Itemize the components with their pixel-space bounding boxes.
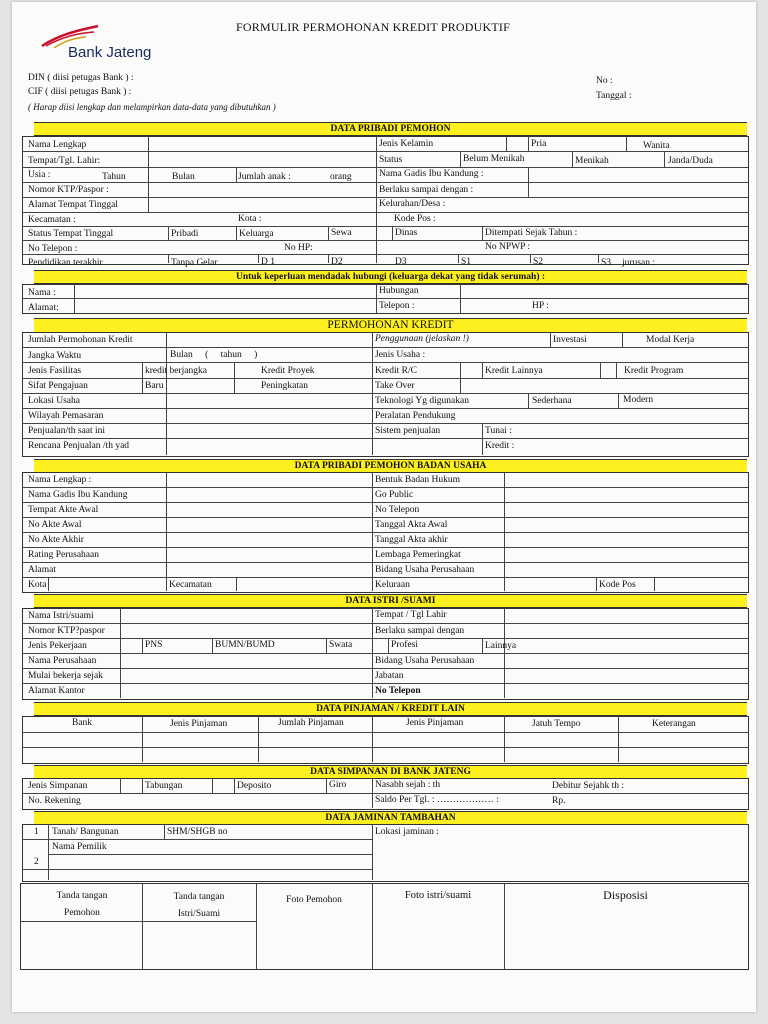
ditempati-sejak-label: Ditempati Sejak Tahun : (485, 228, 578, 238)
section-data-pribadi: DATA PRIBADI PEMOHON (34, 122, 747, 136)
kelurahan-label: Kelurahan/Desa : (379, 199, 446, 209)
pinjaman-col-jatuh-tempo: Jatuh Tempo (532, 719, 581, 729)
giro-option[interactable]: Giro (329, 780, 347, 790)
nomor-ktp-label: Nomor KTP/Paspor : (28, 185, 109, 195)
kredit-label: Kredit : (485, 441, 515, 451)
pns-option[interactable]: PNS (145, 640, 163, 650)
form-sheet (12, 2, 756, 1012)
istri-bidang-usaha-label: Bidang Usaha Perusahaan (375, 656, 475, 666)
jenis-simpanan-label: Jenis Simpanan (28, 781, 88, 791)
badan-nama-gadis-label: Nama Gadis Ibu Kandung (28, 490, 128, 500)
istri-alamat-kantor-label: Alamat Kantor (28, 686, 85, 696)
no-label: No : (596, 76, 613, 86)
nama-pemilik-label: Nama Pemilik (52, 842, 107, 852)
pribadi-option[interactable]: Pribadi (171, 229, 199, 239)
nama-gadis-ibu-label: Nama Gadis Ibu Kandung : (379, 169, 484, 179)
pinjaman-col-keterangan: Keterangan (652, 719, 696, 729)
istri-no-telepon-label: No Telepon (375, 686, 421, 696)
kredit-program-option[interactable]: Kredit Program (624, 366, 684, 376)
penjualan-label: Penjualan/th saat ini (28, 426, 106, 436)
status-label: Status (379, 155, 403, 165)
tanggal-akta-akhir-label: Tanggal Akta akhir (375, 535, 448, 545)
jumlah-permohonan-label: Jumlah Permohonan Kredit (28, 335, 133, 345)
section-simpanan: DATA SIMPANAN DI BANK JATENG (34, 765, 747, 779)
no-hp-label: No HP: (284, 243, 313, 253)
kode-pos-label: Kode Pos : (394, 214, 436, 224)
janda-duda-option[interactable]: Janda/Duda (668, 156, 713, 166)
tt-pemohon-line1: Tanda tangan (56, 891, 108, 901)
badan-kode-pos-label: Kode Pos (599, 580, 636, 590)
jenis-usaha-label: Jenis Usaha : (375, 350, 426, 360)
section-jaminan: DATA JAMINAN TAMBAHAN (34, 811, 747, 825)
pria-option[interactable]: Pria (531, 139, 547, 149)
orang-label: orang (330, 172, 352, 182)
tanah-bangunan-label: Tanah/ Bangunan (52, 827, 119, 837)
bulan-tahun-label: Bulan ( tahun ) (170, 350, 258, 360)
pendidikan-label: Pendidikan terakhir (28, 258, 103, 268)
section-istri-suami: DATA ISTRI /SUAMI (34, 594, 747, 608)
pinjaman-col-jumlah: Jumlah Pinjaman (278, 718, 344, 728)
modern-option[interactable]: Modern (623, 395, 654, 405)
kredit-rc-option[interactable]: Kredit R/C (375, 366, 417, 376)
foto-pemohon-label: Foto Pemohon (286, 895, 342, 905)
usia-label: Usia : (28, 170, 51, 180)
jenis-fasilitas-label: Jenis Fasilitas (28, 366, 82, 376)
tt-istri-line2: Istri/Suami (177, 909, 221, 919)
go-public-label: Go Public (375, 490, 414, 500)
darurat-telepon-label: Telepon : (379, 301, 415, 311)
modal-kerja-option[interactable]: Modal Kerja (646, 335, 695, 345)
form-title: FORMULIR PERMOHONAN KREDIT PRODUKTIF (236, 20, 511, 34)
rating-label: Rating Perusahaan (28, 550, 99, 560)
peningkatan-option[interactable]: Peningkatan (261, 381, 308, 391)
lembaga-label: Lembaga Pemeringkat (375, 550, 461, 560)
tt-istri-line1: Tanda tangan (173, 892, 225, 902)
dinas-option[interactable]: Dinas (395, 228, 418, 238)
peralatan-label: Peralatan Pendukung (375, 411, 456, 421)
tanggal-label: Tanggal : (596, 91, 632, 101)
jenis-kelamin-label: Jenis Kelamin (379, 139, 434, 149)
fill-instruction: ( Harap diisi lengkap dan melampirkan data-data yang dibutuhkan ) (28, 102, 276, 112)
bentuk-badan-label: Bentuk Badan Hukum (375, 475, 460, 485)
pinjaman-col-jenis-2: Jenis Pinjaman (406, 718, 464, 728)
no-akte-awal-label: No Akte Awal (28, 520, 82, 530)
jumlah-anak-label: Jumlah anak : (238, 172, 291, 182)
istri-tempat-lahir-label: Tempat / Tgl Lahir (375, 610, 447, 620)
tabungan-option[interactable]: Tabungan (145, 781, 183, 791)
jaminan-no-2: 2 (34, 857, 39, 867)
s3-option[interactable]: S3 (601, 258, 612, 268)
berlaku-sampai-label: Berlaku sampai dengan : (379, 185, 474, 195)
bumn-option[interactable]: BUMN/BUMD (215, 640, 275, 650)
istri-nama-label: Nama Istri/suami (28, 611, 94, 621)
rencana-penjualan-label: Rencana Penjualan /th yad (28, 441, 130, 451)
nama-lengkap-label: Nama Lengkap (28, 140, 87, 150)
s1-option[interactable]: S1 (461, 257, 472, 267)
jurusan-label: jurusan : (622, 258, 655, 268)
darurat-hubungan-label: Hubungan (379, 286, 419, 296)
pinjaman-col-jenis: Jenis Pinjaman (170, 719, 228, 729)
saldo-label: Saldo Per Tgl. : ……………… : (375, 795, 499, 805)
badan-kota-label: Kota (28, 580, 47, 590)
din-label: DIN ( diisi petugas Bank ) : (28, 73, 134, 83)
lokasi-jaminan-label: Lokasi jaminan : (375, 827, 439, 837)
investasi-option[interactable]: Investasi (553, 335, 587, 345)
section-kontak-darurat: Untuk keperluan mendadak hubungi (keluarga dekat yang tidak serumah) : (34, 270, 747, 284)
badan-no-telepon-label: No Telepon (375, 505, 420, 515)
tanpa-gelar-option[interactable]: Tanpa Gelar (171, 258, 218, 268)
istri-ktp-label: Nomor KTP?paspor (28, 626, 105, 636)
wilayah-pemasaran-label: Wilayah Pemasaran (28, 411, 104, 421)
section-permohonan-kredit: PERMOHONAN KREDIT (34, 318, 747, 333)
section-pinjaman: DATA PINJAMAN / KREDIT LAIN (34, 702, 747, 716)
usia-tahun-label: Tahun (102, 172, 126, 182)
rp-label: Rp. (552, 796, 566, 806)
badan-keluraan-label: Keluraan (375, 580, 410, 590)
istri-perusahaan-label: Nama Perusahaan (28, 656, 97, 666)
foto-istri-label: Foto istri/suami (404, 890, 472, 901)
tt-pemohon-line2: Pemohon (64, 908, 100, 918)
istri-jabatan-label: Jabatan (375, 671, 404, 681)
wanita-option[interactable]: Wanita (643, 141, 670, 151)
kota-label: Kota : (238, 214, 262, 224)
deposito-option[interactable]: Deposito (237, 781, 272, 791)
menikah-option[interactable]: Menikah (575, 156, 609, 166)
istri-berlaku-label: Berlaku sampai dengan (375, 626, 465, 636)
d2-option[interactable]: D2 (331, 257, 343, 267)
debitur-sejak-label: Debitur Sejahk th : (552, 781, 625, 791)
istri-mulai-bekerja-label: Mulai bekerja sejak (28, 671, 103, 681)
tunai-label: Tunai : (485, 426, 512, 436)
usia-bulan-label: Bulan (172, 172, 195, 182)
status-tempat-label: Status Tempat Tinggal (28, 229, 114, 239)
kredit-proyek-option[interactable]: Kredit Proyek (261, 366, 315, 376)
teknologi-label: Teknologi Yg digunakan (375, 396, 469, 406)
alamat-label: Alamat Tempat Tinggal (28, 200, 118, 210)
nasabah-sejak-label: Nasabh sejah : th (375, 780, 441, 790)
sewa-option[interactable]: Sewa (331, 228, 352, 238)
sederhana-option[interactable]: Sederhana (532, 396, 572, 406)
no-telepon-label: No Telepon : (28, 244, 78, 254)
d3-option[interactable]: D3 (395, 257, 407, 267)
no-rekening-label: No. Rekening (28, 796, 81, 806)
d1-option[interactable]: D 1 (261, 257, 275, 267)
tempat-akte-awal-label: Tempat Akte Awal (28, 505, 99, 515)
sifat-pengajuan-label: Sifat Pengajuan (28, 381, 88, 391)
logo-text: Bank Jateng (68, 44, 152, 61)
pinjaman-table (22, 716, 749, 764)
disposisi-label: Disposisi (603, 888, 648, 902)
badan-nama-lengkap-label: Nama Lengkap : (28, 475, 92, 485)
jangka-waktu-label: Jangka Waktu (28, 351, 82, 361)
istri-pekerjaan-label: Jenis Pekerjaan (28, 641, 87, 651)
shm-label: SHM/SHGB no (167, 827, 228, 837)
keluarga-option[interactable]: Keluarga (239, 229, 274, 239)
kecamatan-label: Kecamatan : (28, 215, 76, 225)
penggunaan-label: Penggunaan (jelaskan !) (375, 334, 469, 344)
badan-kecamatan-label: Kecamatan (169, 580, 212, 590)
take-over-option[interactable]: Take Over (375, 381, 415, 391)
tempat-lahir-label: Tempat/Tgl. Lahir: (28, 156, 101, 166)
section-badan-usaha: DATA PRIBADI PEMOHON BADAN USAHA (34, 459, 747, 473)
baru-option[interactable]: Baru (145, 381, 164, 391)
no-npwp-label: No NPWP : (485, 242, 531, 252)
swata-option[interactable]: Swata (329, 640, 353, 650)
bank-jateng-logo (40, 24, 200, 66)
s2-option[interactable]: S2 (533, 257, 544, 267)
kredit-lainnya-option[interactable]: Kredit Lainnya (485, 366, 543, 376)
tanggal-akta-awal-label: Tanggal Akta Awal (375, 520, 448, 530)
darurat-alamat-label: Alamat: (28, 303, 59, 313)
lokasi-usaha-label: Lokasi Usaha (28, 396, 80, 406)
belum-menikah-option[interactable]: Belum Menikah (463, 154, 525, 164)
badan-alamat-label: Alamat (28, 565, 56, 575)
sistem-penjualan-label: Sistem penjualan (375, 426, 441, 436)
cif-label: CIF ( diisi petugas Bank ) : (28, 87, 132, 97)
profesi-option[interactable]: Profesi (391, 640, 418, 650)
pinjaman-col-bank: Bank (72, 718, 93, 728)
no-akte-akhir-label: No Akte Akhir (28, 535, 84, 545)
darurat-hp-label: HP : (532, 301, 549, 311)
istri-lainnya-option[interactable]: Lainnya (485, 641, 517, 651)
kredit-berjangka-option[interactable]: kredit berjangka (145, 366, 207, 376)
badan-bidang-usaha-label: Bidang Usaha Perusahaan (375, 565, 475, 575)
darurat-nama-label: Nama : (28, 288, 56, 298)
jaminan-no-1: 1 (34, 827, 39, 837)
